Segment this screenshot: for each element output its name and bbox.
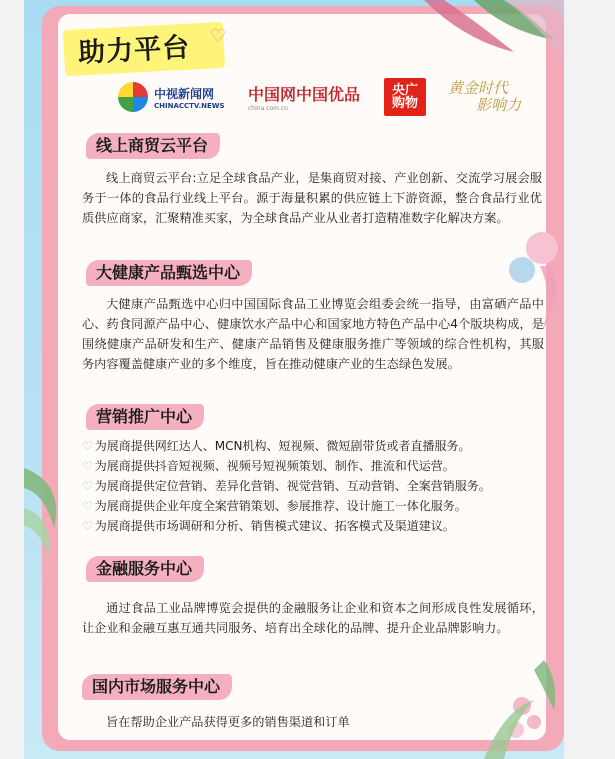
heart-bullet-icon: ♡ bbox=[82, 439, 93, 453]
cctv-logo-subtext: CHINACCTV.NEWS bbox=[154, 101, 225, 110]
yangguang-text-line2: 购物 bbox=[391, 96, 418, 111]
yangguang-shopping-logo bbox=[384, 76, 426, 118]
list-item-text: 为展商提供定位营销、差异化营销、视觉营销、互动营销、全案营销服务。 bbox=[94, 479, 491, 493]
leaf-decoration-left-icon bbox=[24, 448, 74, 558]
heart-bullet-icon: ♡ bbox=[82, 459, 93, 473]
section-heading-marketing bbox=[86, 404, 204, 430]
list-item bbox=[82, 456, 552, 476]
flower-decoration-bottom-right-icon bbox=[464, 660, 564, 759]
heart-icon: ♡ bbox=[210, 26, 227, 47]
yangguang-text-line1: 央广 bbox=[391, 83, 418, 98]
list-item bbox=[82, 476, 552, 496]
leaf-decoration-top-right-icon bbox=[404, 0, 564, 70]
list-item-text: 为展商提供网红达人、MCN机构、短视频、微短剧带货或者直播服务。 bbox=[94, 439, 471, 453]
china-youpin-text: 中国网中国优品 bbox=[248, 85, 361, 104]
china-youpin-subtext: china.com.cn bbox=[248, 105, 288, 112]
list-item bbox=[82, 496, 552, 516]
left-margin bbox=[0, 0, 24, 759]
list-item bbox=[82, 436, 552, 456]
section-heading-text: 线上商贸云平台 bbox=[96, 136, 209, 155]
heart-bullet-icon: ♡ bbox=[82, 519, 93, 533]
cctv-logo-text: 中视新闻网 bbox=[154, 86, 215, 101]
section-body-health: 大健康产品甄选中心归中国国际食品工业博览会组委会统一指导，由富硒产品中心、药食同源产品中心、健康饮水产品中心和国家地方特色产品中心4个版块构成，是围绕健康产品研发和生产、健康产品销售及健康服务推广等领域的综合性机构，其服务内容覆盖健康产业的多个维度，旨在推动健康产业的生态绿色发展。 bbox=[82, 297, 544, 371]
list-item bbox=[82, 516, 552, 536]
poster bbox=[24, 0, 564, 759]
section-heading-finance bbox=[86, 556, 204, 582]
section-heading-text: 营销推广中心 bbox=[96, 407, 193, 426]
heart-bullet-icon: ♡ bbox=[82, 499, 93, 513]
section-heading-ecommerce bbox=[86, 133, 220, 159]
golden-era-logo bbox=[448, 76, 521, 118]
heart-bullet-icon: ♡ bbox=[82, 479, 93, 493]
section-body-domestic: 旨在帮助企业产品获得更多的销售渠道和订单 bbox=[106, 715, 350, 729]
list-item-text: 为展商提供市场调研和分析、销售模式建议、拓客模式及渠道建议。 bbox=[94, 519, 455, 533]
marketing-service-list bbox=[82, 436, 552, 536]
section-heading-text: 国内市场服务中心 bbox=[92, 677, 221, 696]
partner-logos bbox=[118, 76, 548, 118]
right-margin bbox=[564, 0, 615, 759]
section-heading-health bbox=[86, 260, 252, 286]
page-title: 助力平台 bbox=[77, 32, 191, 69]
section-heading-domestic bbox=[82, 674, 232, 700]
section-heading-text: 大健康产品甄选中心 bbox=[96, 263, 241, 282]
list-item-text: 为展商提供企业年度全案营销策划、参展推荐、设计施工一体化服务。 bbox=[94, 499, 467, 513]
cctv-globe-icon bbox=[118, 82, 148, 112]
golden-era-text-line1: 黄金时代 bbox=[448, 79, 509, 97]
section-body-ecommerce: 线上商贸云平台:立足全球食品产业，是集商贸对接、产业创新、交流学习展会服务于一体的食品行业线上平台。源于海量积累的供应链上下游资源，整合食品行业优质供应商家，汇聚精准买家，为全球食品产业从业者打造精准数字化解决方案。 bbox=[82, 171, 542, 225]
cctv-news-logo bbox=[118, 76, 225, 118]
section-body-finance: 通过食品工业品牌博览会提供的金融服务让企业和资本之间形成良性发展循环，让企业和金融互惠互通共同服务、培育出全球化的品牌、提升企业品牌影响力。 bbox=[82, 601, 544, 635]
list-item-text: 为展商提供抖音短视频、视频号短视频策划、制作、推流和代运营。 bbox=[94, 459, 455, 473]
section-heading-text: 金融服务中心 bbox=[96, 559, 193, 578]
golden-era-text-line2: 影响力 bbox=[476, 96, 522, 114]
china-youpin-logo bbox=[248, 76, 360, 118]
